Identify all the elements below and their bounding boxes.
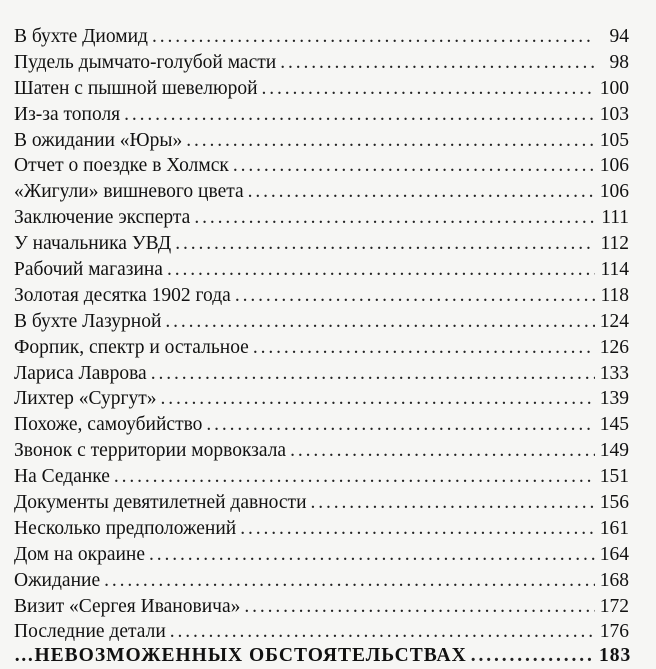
toc-entry-title: Последние детали <box>14 621 166 643</box>
leader-dots <box>161 386 595 412</box>
toc-entry-title: Лихтер «Сургут» <box>14 388 157 410</box>
toc-entry-title: Ожидание <box>14 569 101 591</box>
leader-dots <box>194 205 595 231</box>
toc-entry-title: Пудель дымчато-голубой масти <box>14 51 277 73</box>
toc-entry-page: 133 <box>599 362 629 384</box>
toc-entry-page: 126 <box>599 336 629 358</box>
toc-entry <box>14 24 629 50</box>
leader-dots <box>175 231 595 257</box>
toc-entry-title: Заключение эксперта <box>14 207 191 229</box>
section-title: …НЕВОЗМОЖЕННЫХ ОБСТОЯТЕЛЬСТВАХ <box>14 645 467 666</box>
toc-entry-page: 149 <box>599 440 629 462</box>
leader-dots <box>152 24 595 50</box>
leader-dots <box>290 438 595 464</box>
toc-entry <box>14 619 629 645</box>
toc-entry <box>14 283 629 309</box>
toc-entry <box>14 257 629 283</box>
toc-entry-page: 105 <box>599 129 629 151</box>
leader-dots <box>253 335 595 361</box>
toc-entry-page: 151 <box>599 466 629 488</box>
leader-dots <box>124 102 595 128</box>
toc-entry-page: 139 <box>599 388 629 410</box>
toc-entry <box>14 386 629 412</box>
toc-entry-title: В бухте Лазурной <box>14 310 162 332</box>
toc-entry-title: В бухте Диомид <box>14 26 148 47</box>
toc-entry-page: 106 <box>599 155 629 177</box>
toc-entry-page: 106 <box>599 181 629 203</box>
toc-entry <box>14 102 629 128</box>
toc-entry-title: В ожидании «Юры» <box>14 129 183 151</box>
toc-entry-title: Отчет о поездке в Холмск <box>14 155 229 177</box>
toc-entry <box>14 464 629 490</box>
toc-entry <box>14 594 629 620</box>
toc-entry-title: Визит «Сергея Ивановича» <box>14 595 241 617</box>
toc-entry-title: Из-за тополя <box>14 103 121 125</box>
toc-entry-page: 94 <box>609 26 629 47</box>
toc-entry-page: 100 <box>599 77 629 99</box>
toc-entry <box>14 153 629 179</box>
toc-entry <box>14 309 629 335</box>
toc-entry <box>14 490 629 516</box>
toc-entry-title: Дом на окраине <box>14 543 146 565</box>
toc-entry <box>14 205 629 231</box>
toc-entry-title: У начальника УВД <box>14 233 172 255</box>
toc-entry-title: Похоже, самоубийство <box>14 414 203 436</box>
toc-entry <box>14 231 629 257</box>
toc-section-heading <box>14 643 632 669</box>
leader-dots <box>471 643 595 669</box>
leader-dots <box>262 76 595 102</box>
toc-entry-title: Шатен с пышной шевелюрой <box>14 77 258 99</box>
leader-dots <box>114 464 595 490</box>
toc-entry <box>14 568 629 594</box>
toc-entry-page: 124 <box>599 310 629 332</box>
leader-dots <box>240 516 595 542</box>
table-of-contents <box>14 24 629 645</box>
toc-entry <box>14 76 629 102</box>
leader-dots <box>165 309 595 335</box>
leader-dots <box>149 542 595 568</box>
toc-entry-page: 145 <box>599 414 629 436</box>
leader-dots <box>233 153 595 179</box>
leader-dots <box>235 283 595 309</box>
toc-entry <box>14 361 629 387</box>
section-page: 183 <box>599 645 632 666</box>
toc-entry-page: 172 <box>599 595 629 617</box>
toc-entry-page: 164 <box>599 543 629 565</box>
toc-entry-page: 112 <box>600 233 629 255</box>
toc-entry-title: «Жигули» вишневого цвета <box>14 181 244 203</box>
leader-dots <box>151 361 595 387</box>
toc-entry-title: Звонок с территории морвокзала <box>14 440 287 462</box>
toc-entry-title: Форпик, спектр и остальное <box>14 336 249 358</box>
toc-entry <box>14 412 629 438</box>
toc-entry <box>14 542 629 568</box>
toc-entry <box>14 50 629 76</box>
leader-dots <box>186 128 595 154</box>
toc-entry-page: 161 <box>599 517 629 539</box>
leader-dots <box>311 490 596 516</box>
leader-dots <box>244 594 595 620</box>
toc-entry <box>14 438 629 464</box>
toc-entry-page: 114 <box>600 259 629 281</box>
toc-entry-title: Золотая десятка 1902 года <box>14 284 231 306</box>
toc-entry-page: 111 <box>601 207 629 229</box>
toc-entry-title: Рабочий магазина <box>14 259 163 281</box>
leader-dots <box>280 50 595 76</box>
toc-entry-page: 176 <box>599 621 629 643</box>
leader-dots <box>248 179 595 205</box>
toc-entry-page: 168 <box>599 569 629 591</box>
toc-entry-page: 98 <box>609 51 629 73</box>
toc-entry <box>14 179 629 205</box>
toc-entry <box>14 128 629 154</box>
toc-entry-title: Лариса Лаврова <box>14 362 147 384</box>
leader-dots <box>170 619 595 645</box>
toc-entry <box>14 516 629 542</box>
leader-dots <box>167 257 595 283</box>
toc-entry-page: 103 <box>599 103 629 125</box>
toc-entry-page: 118 <box>600 284 629 306</box>
toc-entry-page: 156 <box>599 492 629 514</box>
toc-entry-title: Документы девятилетней давности <box>14 492 307 514</box>
leader-dots <box>206 412 595 438</box>
toc-entry-title: На Седанке <box>14 466 110 488</box>
toc-entry <box>14 335 629 361</box>
leader-dots <box>104 568 595 594</box>
toc-entry-title: Несколько предположений <box>14 517 237 539</box>
